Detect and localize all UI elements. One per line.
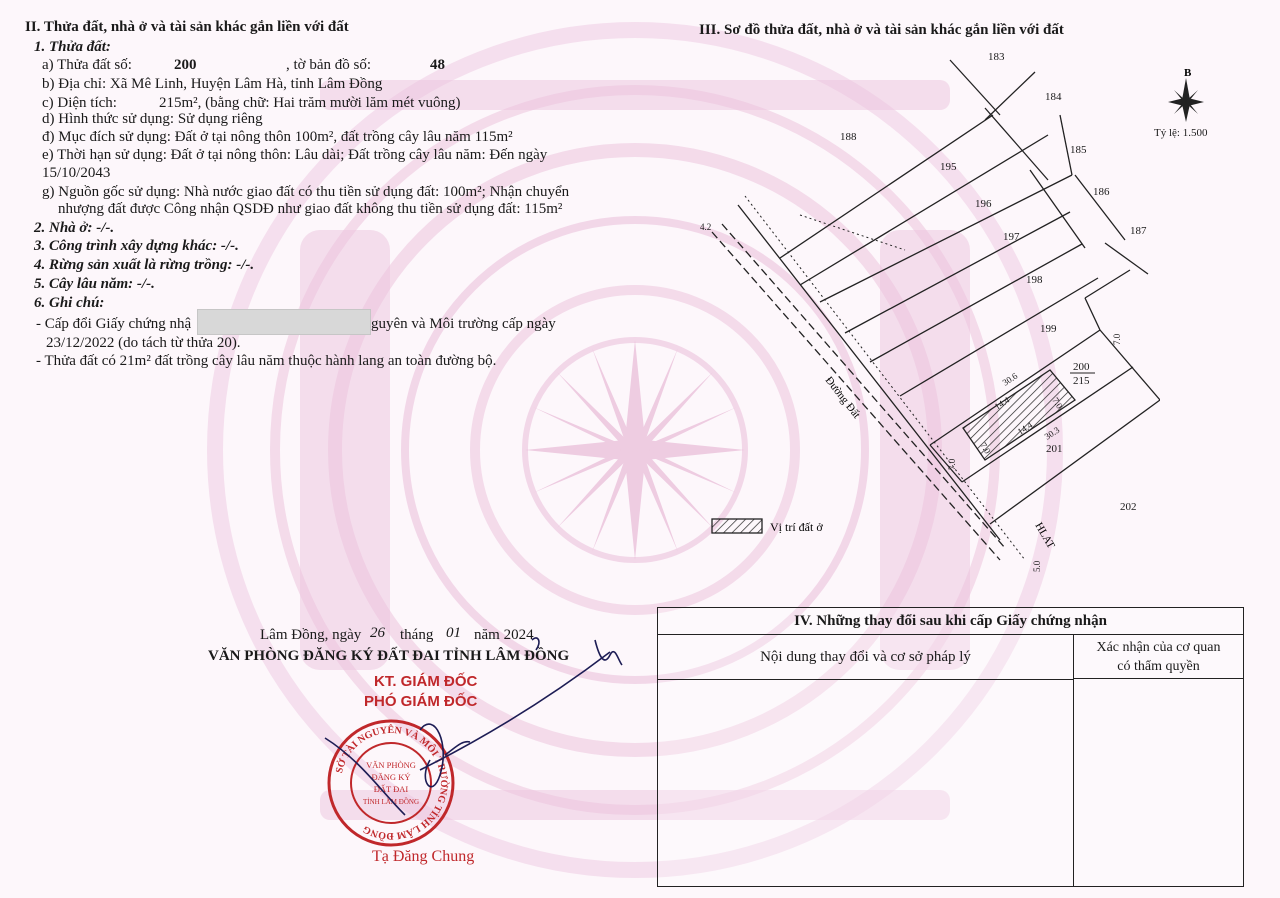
parcel-186: 186: [1093, 186, 1110, 198]
month-label: tháng: [400, 627, 434, 643]
map-number: 48: [430, 57, 445, 73]
dim-road-width: 4.2: [700, 222, 712, 232]
parcel-number: 200: [174, 57, 197, 73]
note-2: - Thửa đất có 21m² đất trồng cây lâu năm thuộc hành lang an toàn đường bộ.: [36, 353, 497, 369]
day-value: 26: [370, 625, 385, 641]
parcel-198: 198: [1026, 274, 1043, 286]
dim-7-0-right: 7.0: [1050, 395, 1065, 411]
seal-line-3: ĐẤT ĐAI: [373, 784, 409, 794]
seal-outer-text: SỞ TÀI NGUYÊN VÀ MÔI TRƯỜNG TỈNH LÂM ĐỒNG: [334, 724, 450, 842]
parcel-183: 183: [988, 51, 1005, 63]
dim-30-3: 30.3: [1042, 424, 1062, 442]
perennial-item: 5. Cây lâu năm: -/-.: [34, 276, 155, 292]
dim-7-0-left: 7.0: [978, 440, 993, 456]
land-heading: 1. Thửa đất:: [34, 39, 111, 55]
confirm-line-1: Xác nhận của cơ quan: [1096, 640, 1221, 655]
parcel-185: 185: [1070, 144, 1087, 156]
parcel-188: 188: [840, 131, 857, 143]
parcel-label: a) Thửa đất số:: [42, 57, 132, 73]
parcel-197: 197: [1003, 231, 1020, 243]
changes-col-confirm: [1073, 635, 1243, 679]
dim-14-4-bottom: 14.4: [1015, 419, 1035, 437]
usage-origin-cont: nhượng đất được Công nhận QSDĐ như giao đất không thu tiền sử dụng đất: 115m²: [58, 201, 563, 217]
seal-line-4: TỈNH LÂM ĐỒNG: [363, 798, 419, 806]
year-label: năm 2024: [474, 627, 534, 643]
usage-form: d) Hình thức sử dụng: Sử dụng riêng: [42, 111, 263, 127]
subject-parcel-number: 200: [1073, 361, 1090, 373]
area-label: c) Diện tích:: [42, 95, 117, 111]
dim-14-4-top: 14.4: [992, 394, 1012, 412]
signer-name: Tạ Đăng Chung: [372, 848, 475, 865]
north-letter: B: [1184, 67, 1192, 79]
cadastral-map: [680, 40, 1160, 580]
corridor-lines: [745, 196, 1025, 560]
usage-term: e) Thời hạn sử dụng: Đất ở tại nông thôn: Lâu dài; Đất trồng cây lâu năm: Đến ngày: [42, 147, 548, 163]
dim-30-6: 30.6: [1000, 370, 1020, 388]
usage-term-date: 15/10/2043: [42, 165, 111, 181]
north-arrow-icon: [1160, 64, 1210, 124]
address: b) Địa chỉ: Xã Mê Linh, Huyện Lâm Hà, tỉnh Lâm Đồng: [42, 76, 383, 92]
parcel-187: 187: [1130, 225, 1147, 237]
usage-purpose: đ) Mục đích sử dụng: Đất ở tại nông thôn 100m², đất trồng cây lâu năm 115m²: [42, 129, 513, 145]
redacted-text: [197, 309, 371, 335]
parcel-184: 184: [1045, 91, 1062, 103]
changes-table: [657, 607, 1244, 887]
corridor-label: HLAT: [1032, 520, 1057, 551]
parcel-199: 199: [1040, 323, 1057, 335]
confirm-line-2: có thẩm quyền: [1117, 659, 1200, 674]
dim-7-0-back: 7.0: [1112, 333, 1122, 345]
dim-5-0: 5.0: [1032, 560, 1042, 572]
section-land-info: [0, 0, 650, 380]
forest-item: 4. Rừng sản xuất là rừng trồng: -/-.: [34, 257, 255, 273]
parcel-196: 196: [975, 198, 992, 210]
road-label: Đường Đất: [822, 374, 863, 421]
parcel-201: 201: [1046, 443, 1063, 455]
section-3-title: III. Sơ đồ thửa đất, nhà ở và tài sản khác gắn liền với đất: [699, 22, 1064, 38]
changes-col-content: Nội dung thay đổi và cơ sở pháp lý: [658, 635, 1073, 680]
note-1-left: - Cấp đổi Giấy chứng nhậ: [36, 316, 192, 332]
seal-line-1: VĂN PHÒNG: [366, 760, 416, 770]
office-name: VĂN PHÒNG ĐĂNG KÝ ĐẤT ĐAI TỈNH LÂM ĐỒNG: [208, 648, 570, 664]
legend-label: Vị trí đất ở: [770, 520, 823, 534]
works-item: 3. Công trình xây dựng khác: -/-.: [34, 238, 239, 254]
notes-heading: 6. Ghi chú:: [34, 295, 105, 311]
seal-line-2: ĐĂNG KÝ: [371, 772, 411, 782]
month-value: 01: [446, 625, 461, 641]
parcel-202: 202: [1120, 501, 1137, 513]
parcel-boundaries: [712, 60, 1160, 560]
usage-origin: g) Nguồn gốc sử dụng: Nhà nước giao đất có thu tiền sử dụng đất: 100m²; Nhận chuyển: [42, 184, 570, 200]
handwritten-signature: [300, 630, 640, 830]
house-item: 2. Nhà ở: -/-.: [34, 220, 115, 236]
note-1-date: 23/12/2022 (do tách từ thửa 20).: [46, 335, 241, 351]
place-date-prefix: Lâm Đồng, ngày: [260, 627, 362, 643]
section-2-title: II. Thửa đất, nhà ở và tài sản khác gắn liền với đất: [25, 19, 349, 35]
map-scale: Tỷ lệ: 1.500: [1154, 127, 1208, 139]
dim-7-0-front: 7.0: [947, 458, 957, 470]
note-1-right: guyên và Môi trường cấp ngày: [371, 316, 556, 332]
legend-swatch: [712, 519, 762, 533]
changes-divider: [1073, 679, 1074, 886]
map-label: , tờ bản đồ số:: [286, 57, 372, 73]
role-vice-director: PHÓ GIÁM ĐỐC: [364, 693, 478, 710]
parcel-195: 195: [940, 161, 957, 173]
area-value: 215m², (bằng chữ: Hai trăm mười lăm mét vuông): [159, 95, 461, 111]
role-deputy: KT. GIÁM ĐỐC: [374, 673, 478, 690]
section-4-title: IV. Những thay đổi sau khi cấp Giấy chứng nhận: [658, 608, 1243, 635]
subject-parcel-area: 215: [1073, 375, 1090, 387]
